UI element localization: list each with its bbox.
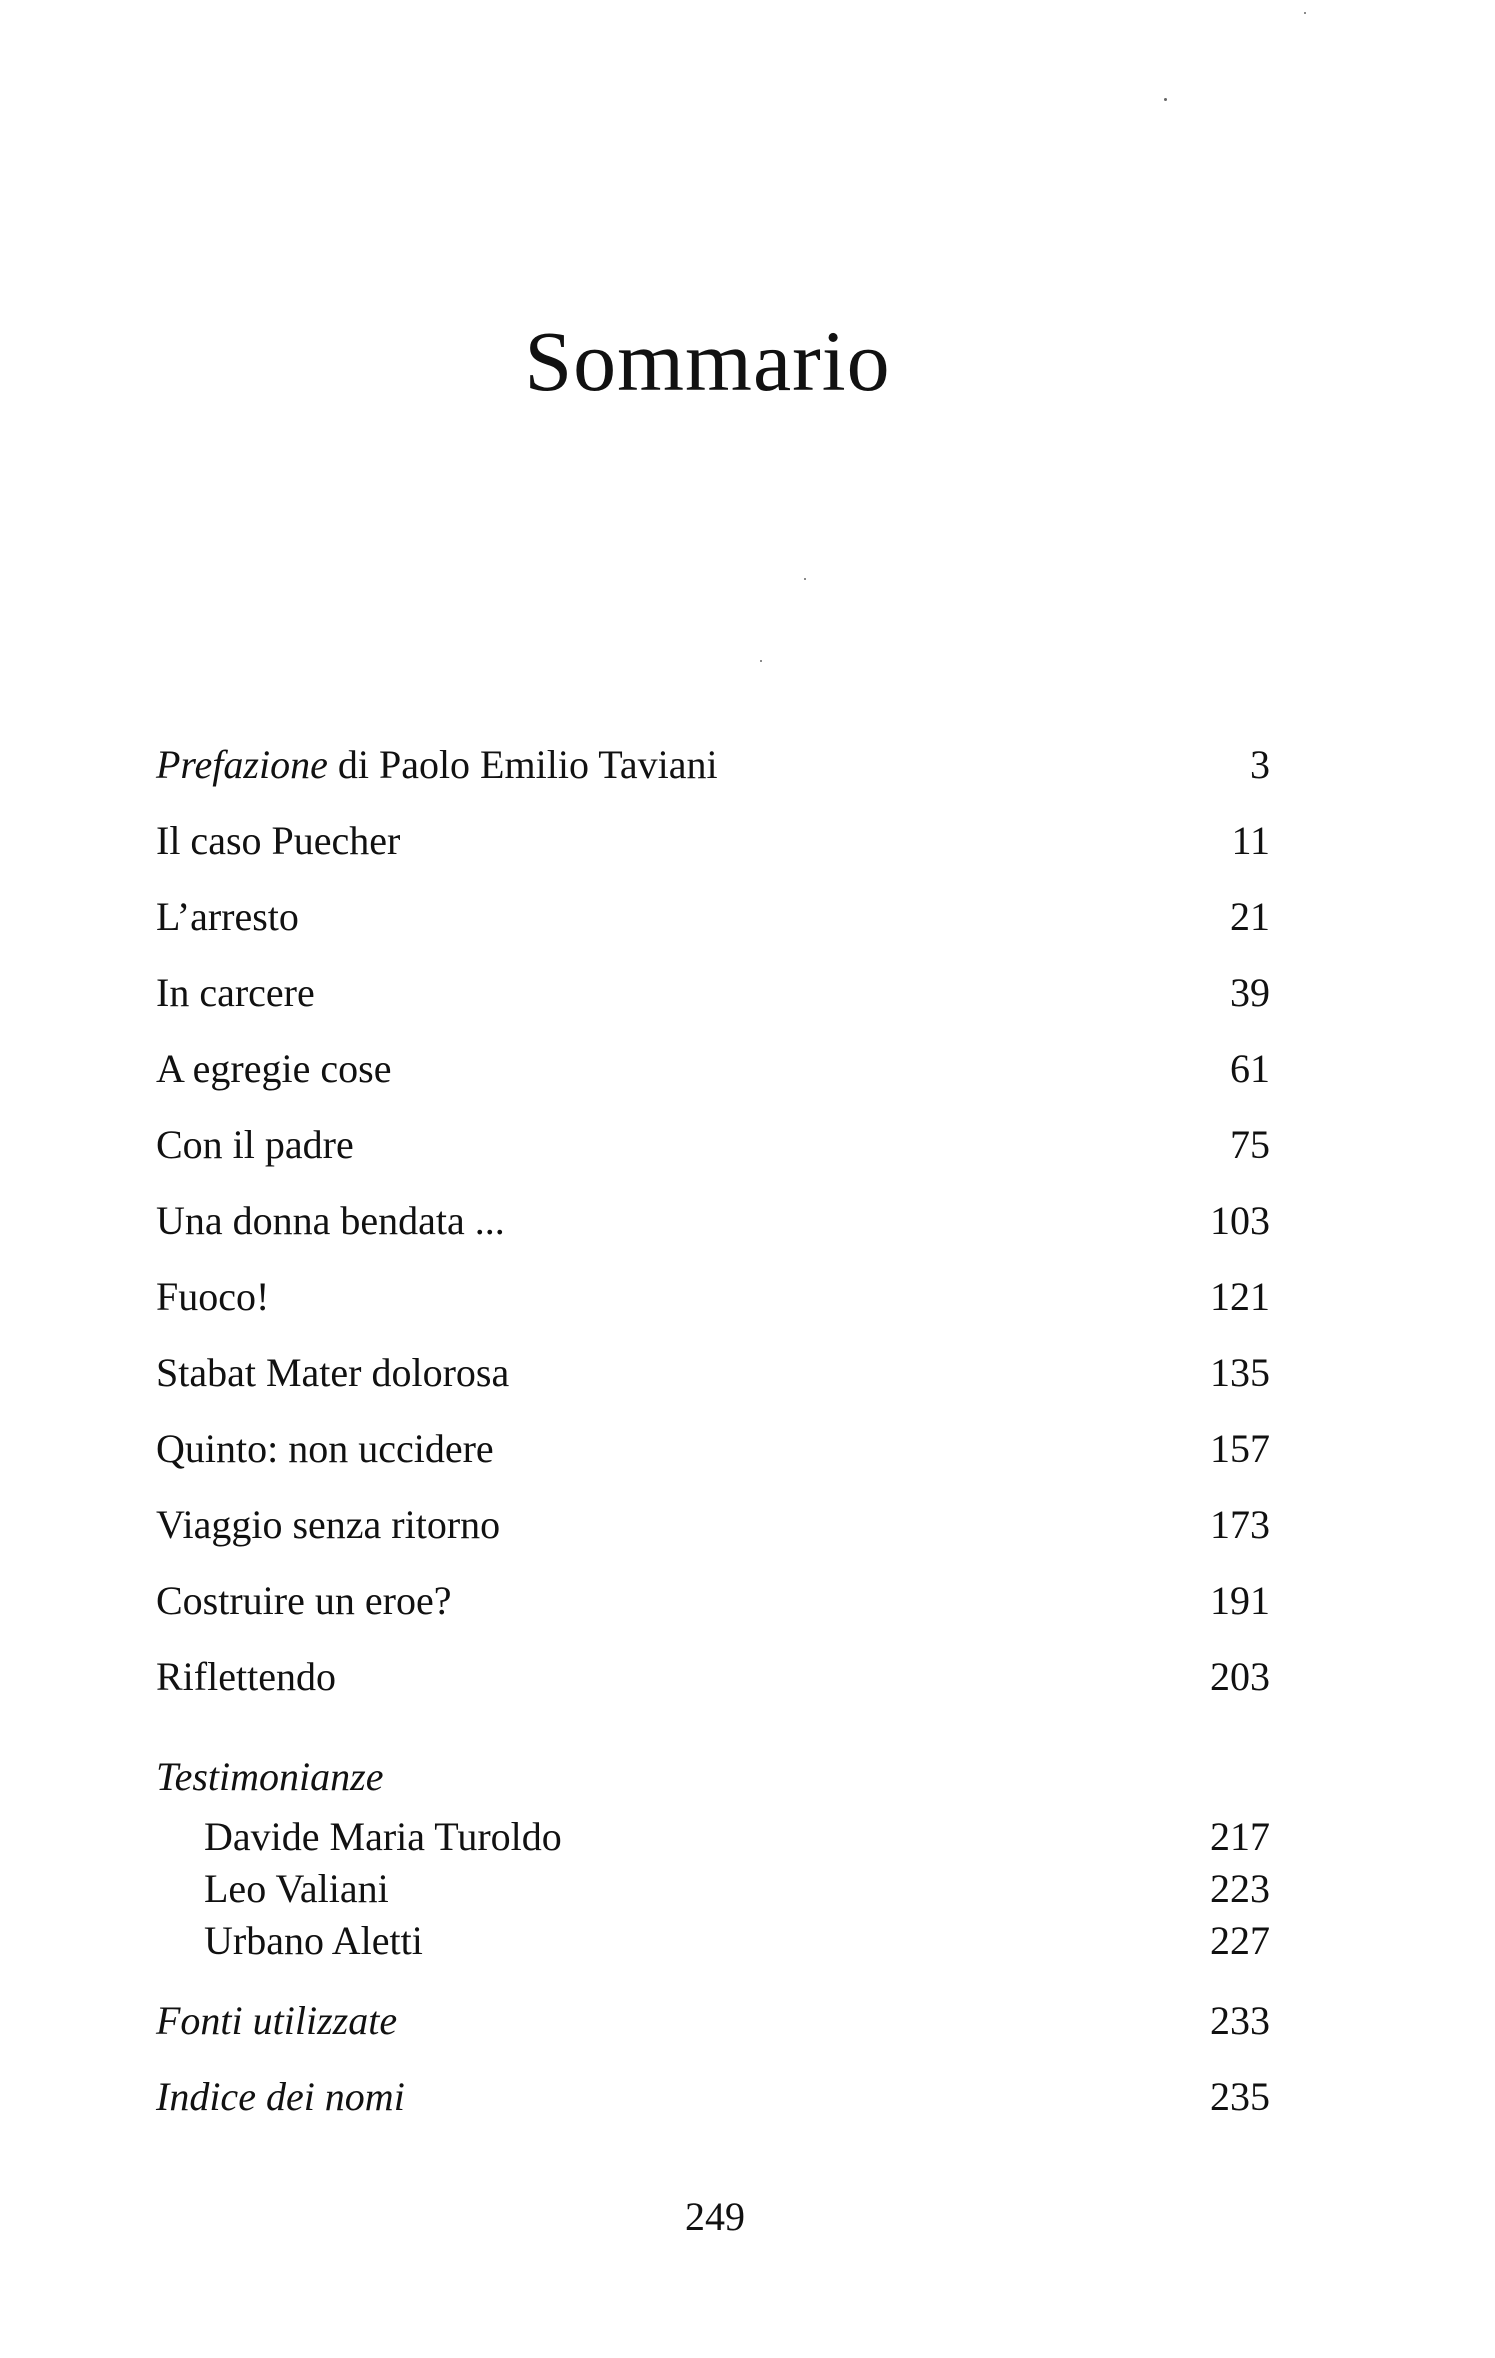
toc-entry [156, 1196, 1270, 1246]
toc-entry-title: Fuoco! [156, 1274, 270, 1319]
toc-subentry-title: Davide Maria Turoldo [204, 1814, 562, 1859]
toc-subentry [156, 1916, 1270, 1966]
page-title: Sommario [524, 313, 891, 409]
toc-entry-page: 121 [1210, 1274, 1270, 1319]
toc-entry-title [156, 740, 718, 790]
toc-entry [156, 1272, 1270, 1322]
scan-speck [1304, 12, 1306, 14]
page-number: 249 [685, 2194, 745, 2239]
toc-entry-page: 75 [1230, 1122, 1270, 1167]
toc-entry-title: Quinto: non uccidere [156, 1426, 494, 1471]
toc-entry-title: In carcere [156, 970, 315, 1015]
scan-speck [1164, 98, 1167, 101]
toc-entry-title-rest: di Paolo Emilio Taviani [327, 742, 718, 787]
toc-subentry-page: 227 [1210, 1918, 1270, 1963]
toc-entry-title-italic: Prefazione [156, 742, 328, 787]
toc-entry [156, 1348, 1270, 1398]
toc-entry-page: 3 [1250, 742, 1270, 787]
toc-entry [156, 2072, 1270, 2122]
toc-entry [156, 1500, 1270, 1550]
toc-entry [156, 1652, 1270, 1702]
scan-speck [760, 660, 762, 662]
toc-subentry-page: 223 [1210, 1866, 1270, 1911]
toc-entry-title: Stabat Mater dolorosa [156, 1350, 510, 1395]
toc-entry [156, 968, 1270, 1018]
toc-entry [156, 740, 1270, 790]
toc-entry [156, 1120, 1270, 1170]
toc-entry-page: 203 [1210, 1654, 1270, 1699]
toc-entry-title: A egregie cose [156, 1046, 392, 1091]
toc-entry-title: Indice dei nomi [156, 2074, 405, 2119]
toc-subentry-page: 217 [1210, 1814, 1270, 1859]
toc-entry-page: 103 [1210, 1198, 1270, 1243]
toc-entry-page: 135 [1210, 1350, 1270, 1395]
toc-subentry-title: Leo Valiani [204, 1866, 389, 1911]
toc-entry [156, 816, 1270, 866]
toc-entry [156, 1576, 1270, 1626]
section-heading-testimonianze: Testimonianze [156, 1754, 384, 1799]
toc-subentry [156, 1864, 1270, 1914]
toc-entry-title: Con il padre [156, 1122, 354, 1167]
toc-entry-title: Il caso Puecher [156, 818, 401, 863]
toc-entry-title: Riflettendo [156, 1654, 336, 1699]
toc-subentry-title: Urbano Aletti [204, 1918, 423, 1963]
toc-entry-title: Fonti utilizzate [156, 1998, 398, 2043]
toc-entry-page: 191 [1210, 1578, 1270, 1623]
toc-entry-page: 11 [1231, 818, 1270, 863]
toc-entry-page: 21 [1230, 894, 1270, 939]
toc-entry-page: 61 [1230, 1046, 1270, 1091]
toc-entry-title: Viaggio senza ritorno [156, 1502, 501, 1547]
toc-entry [156, 1044, 1270, 1094]
toc-entry-page: 233 [1210, 1998, 1270, 2043]
toc-entry [156, 892, 1270, 942]
toc-entry [156, 1424, 1270, 1474]
toc-entry [156, 1996, 1270, 2046]
toc-entry-page: 157 [1210, 1426, 1270, 1471]
toc-entry-title: Costruire un eroe? [156, 1578, 452, 1623]
toc-subentry [156, 1812, 1270, 1862]
toc-entry-page: 39 [1230, 970, 1270, 1015]
toc-entry-page: 173 [1210, 1502, 1270, 1547]
toc-entry-title: Una donna bendata ... [156, 1198, 505, 1243]
toc-entry-page: 235 [1210, 2074, 1270, 2119]
scan-speck [804, 578, 806, 580]
toc-entry-title: L’arresto [156, 894, 299, 939]
